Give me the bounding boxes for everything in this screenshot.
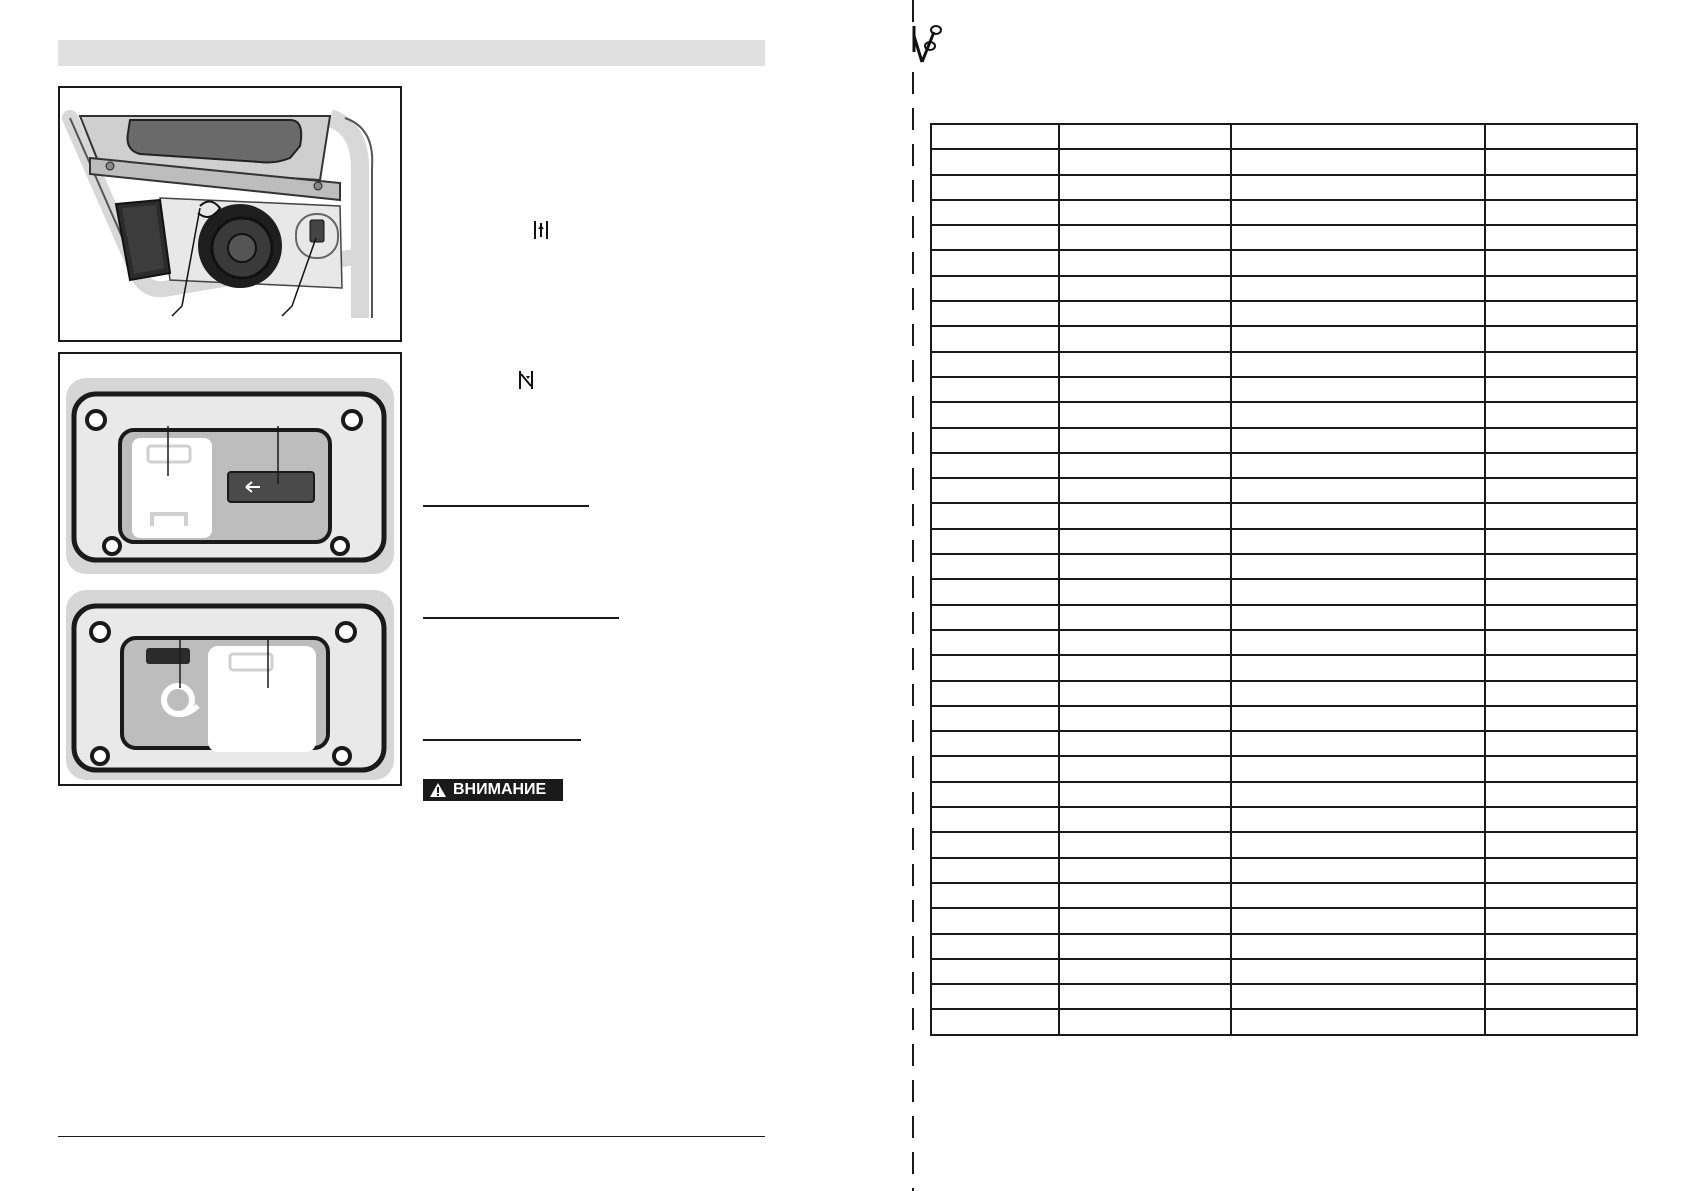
- table-cell: [1059, 326, 1231, 351]
- table-cell: [1059, 402, 1231, 427]
- warning-triangle-icon: [429, 782, 447, 798]
- table-row: [931, 883, 1637, 908]
- table-cell: [931, 579, 1059, 604]
- table-cell: [1231, 301, 1485, 326]
- table-cell: [931, 402, 1059, 427]
- footer-rule: [58, 1136, 765, 1137]
- table-cell: [1059, 807, 1231, 832]
- table-cell: [1485, 428, 1637, 453]
- table-row: [931, 934, 1637, 959]
- table-cell: [1485, 175, 1637, 200]
- table-cell: [1059, 225, 1231, 250]
- table-cell: [1231, 883, 1485, 908]
- table-cell: [931, 984, 1059, 1009]
- table-cell: [931, 554, 1059, 579]
- table-cell: [1059, 276, 1231, 301]
- table-cell: [931, 934, 1059, 959]
- table-cell: [1485, 377, 1637, 402]
- table-cell: [1485, 200, 1637, 225]
- choke-open-icon: [533, 220, 549, 240]
- table-cell: [931, 883, 1059, 908]
- table-cell: [931, 200, 1059, 225]
- table-cell: [931, 149, 1059, 174]
- table-row: [931, 377, 1637, 402]
- table-cell: [1485, 225, 1637, 250]
- table-cell: [1231, 655, 1485, 680]
- table-cell: [1059, 959, 1231, 984]
- table-cell: [1059, 453, 1231, 478]
- table-cell: [1231, 756, 1485, 781]
- table-row: [931, 655, 1637, 680]
- table-cell: [931, 326, 1059, 351]
- table-cell: [1059, 883, 1231, 908]
- table-cell: [1485, 706, 1637, 731]
- table-cell: [1059, 301, 1231, 326]
- table-cell: [1231, 225, 1485, 250]
- table-cell: [931, 250, 1059, 275]
- table-cell: [1059, 579, 1231, 604]
- table-cell: [1485, 984, 1637, 1009]
- table-header-cell: [1059, 124, 1231, 149]
- table-row: [931, 1009, 1637, 1034]
- table-cell: [1231, 706, 1485, 731]
- table-cell: [1231, 731, 1485, 756]
- table-cell: [1485, 630, 1637, 655]
- table-cell: [1485, 934, 1637, 959]
- table-row: [931, 630, 1637, 655]
- table-row: [931, 832, 1637, 857]
- table-cell: [1059, 731, 1231, 756]
- table-cell: [1485, 756, 1637, 781]
- table-cell: [931, 453, 1059, 478]
- cut-line: [912, 0, 914, 1191]
- table-cell: [1485, 276, 1637, 301]
- table-cell: [931, 478, 1059, 503]
- table-cell: [1485, 858, 1637, 883]
- table-cell: [1059, 377, 1231, 402]
- warning-badge: [423, 779, 563, 801]
- table-cell: [931, 1009, 1059, 1034]
- table-cell: [1059, 478, 1231, 503]
- table-cell: [1231, 681, 1485, 706]
- table-cell: [1059, 605, 1231, 630]
- table-cell: [1231, 402, 1485, 427]
- figure-air-filter-cover: [58, 352, 402, 786]
- table-cell: [931, 832, 1059, 857]
- table-cell: [1231, 478, 1485, 503]
- table-cell: [1059, 503, 1231, 528]
- table-cell: [1059, 934, 1231, 959]
- table-cell: [1485, 681, 1637, 706]
- table-row: [931, 756, 1637, 781]
- table-cell: [1231, 175, 1485, 200]
- table-cell: [1231, 908, 1485, 933]
- table-cell: [1231, 858, 1485, 883]
- table-cell: [931, 782, 1059, 807]
- table-row: [931, 959, 1637, 984]
- section-heading-rule: [423, 505, 589, 507]
- table-row: [931, 605, 1637, 630]
- table-cell: [1485, 782, 1637, 807]
- table-cell: [1485, 655, 1637, 680]
- table-cell: [1231, 807, 1485, 832]
- table-cell: [1231, 352, 1485, 377]
- table-row: [931, 984, 1637, 1009]
- section-heading-rule: [423, 739, 581, 741]
- table-cell: [931, 175, 1059, 200]
- table-cell: [1485, 883, 1637, 908]
- table-cell: [931, 807, 1059, 832]
- table-cell: [1231, 428, 1485, 453]
- table-cell: [1231, 782, 1485, 807]
- table-cell: [1231, 529, 1485, 554]
- table-cell: [1485, 503, 1637, 528]
- table-cell: [1059, 630, 1231, 655]
- table-cell: [1485, 402, 1637, 427]
- table-row: [931, 681, 1637, 706]
- table-cell: [1485, 529, 1637, 554]
- table-cell: [1059, 529, 1231, 554]
- table-row: [931, 326, 1637, 351]
- table-cell: [1485, 453, 1637, 478]
- table-cell: [931, 908, 1059, 933]
- table-cell: [1485, 807, 1637, 832]
- table-row: [931, 453, 1637, 478]
- table-cell: [931, 503, 1059, 528]
- table-cell: [931, 959, 1059, 984]
- table-cell: [1485, 478, 1637, 503]
- table-row: [931, 731, 1637, 756]
- table-cell: [931, 731, 1059, 756]
- table-cell: [1231, 453, 1485, 478]
- table-cell: [1485, 605, 1637, 630]
- table-cell: [1059, 352, 1231, 377]
- table-row: [931, 276, 1637, 301]
- table-cell: [931, 301, 1059, 326]
- table-row: [931, 478, 1637, 503]
- table-cell: [1059, 200, 1231, 225]
- table-cell: [1059, 1009, 1231, 1034]
- maintenance-log-table: [930, 123, 1638, 1036]
- table-cell: [931, 706, 1059, 731]
- table-row: [931, 301, 1637, 326]
- table-cell: [1231, 630, 1485, 655]
- table-cell: [1059, 250, 1231, 275]
- table-header-row: [931, 124, 1637, 149]
- table-cell: [1231, 1009, 1485, 1034]
- table-cell: [1231, 250, 1485, 275]
- table-cell: [1485, 149, 1637, 174]
- table-cell: [931, 428, 1059, 453]
- table-header-cell: [1231, 124, 1485, 149]
- figure-generator-frame: [58, 86, 402, 342]
- table-cell: [1059, 428, 1231, 453]
- table-cell: [931, 377, 1059, 402]
- table-cell: [1485, 301, 1637, 326]
- table-row: [931, 706, 1637, 731]
- table-cell: [1231, 149, 1485, 174]
- table-cell: [1231, 200, 1485, 225]
- table-row: [931, 149, 1637, 174]
- table-cell: [1059, 782, 1231, 807]
- table-cell: [1059, 681, 1231, 706]
- table-cell: [1059, 858, 1231, 883]
- table-row: [931, 250, 1637, 275]
- section-heading-rule: [423, 617, 619, 619]
- table-header-cell: [1485, 124, 1637, 149]
- table-cell: [931, 756, 1059, 781]
- table-cell: [1485, 554, 1637, 579]
- table-row: [931, 225, 1637, 250]
- table-cell: [1059, 706, 1231, 731]
- table-cell: [1231, 276, 1485, 301]
- table-cell: [1059, 832, 1231, 857]
- table-cell: [1231, 377, 1485, 402]
- table-cell: [1485, 1009, 1637, 1034]
- table-cell: [1059, 984, 1231, 1009]
- table-row: [931, 200, 1637, 225]
- table-row: [931, 554, 1637, 579]
- table-row: [931, 579, 1637, 604]
- table-cell: [1059, 175, 1231, 200]
- table-cell: [931, 630, 1059, 655]
- table-cell: [1485, 731, 1637, 756]
- table-row: [931, 529, 1637, 554]
- table-cell: [1231, 959, 1485, 984]
- table-cell: [1231, 605, 1485, 630]
- table-cell: [1231, 934, 1485, 959]
- table-cell: [1485, 908, 1637, 933]
- table-cell: [931, 276, 1059, 301]
- table-cell: [931, 352, 1059, 377]
- table-cell: [1059, 554, 1231, 579]
- table-cell: [1231, 832, 1485, 857]
- table-row: [931, 858, 1637, 883]
- table-cell: [1485, 959, 1637, 984]
- table-cell: [1231, 554, 1485, 579]
- table-cell: [1485, 579, 1637, 604]
- table-row: [931, 352, 1637, 377]
- table-row: [931, 908, 1637, 933]
- table-cell: [931, 655, 1059, 680]
- table-cell: [1059, 908, 1231, 933]
- table-row: [931, 807, 1637, 832]
- table-cell: [1231, 984, 1485, 1009]
- table-cell: [1231, 579, 1485, 604]
- table-cell: [1231, 326, 1485, 351]
- table-cell: [1059, 756, 1231, 781]
- table-row: [931, 782, 1637, 807]
- scissors-icon: [908, 22, 946, 68]
- table-cell: [1059, 655, 1231, 680]
- table-cell: [1485, 832, 1637, 857]
- table-cell: [931, 529, 1059, 554]
- table-cell: [1059, 149, 1231, 174]
- table-row: [931, 428, 1637, 453]
- table-cell: [931, 681, 1059, 706]
- table-cell: [1485, 250, 1637, 275]
- table-cell: [931, 605, 1059, 630]
- choke-closed-icon: [518, 370, 534, 390]
- table-cell: [1231, 503, 1485, 528]
- table-header-cell: [931, 124, 1059, 149]
- table-row: [931, 402, 1637, 427]
- table-cell: [931, 858, 1059, 883]
- table-cell: [931, 225, 1059, 250]
- table-cell: [1485, 326, 1637, 351]
- table-row: [931, 503, 1637, 528]
- warning-label: ВНИМАНИЕ: [453, 781, 547, 798]
- table-cell: [1485, 352, 1637, 377]
- section-header-bar: [58, 40, 765, 66]
- table-row: [931, 175, 1637, 200]
